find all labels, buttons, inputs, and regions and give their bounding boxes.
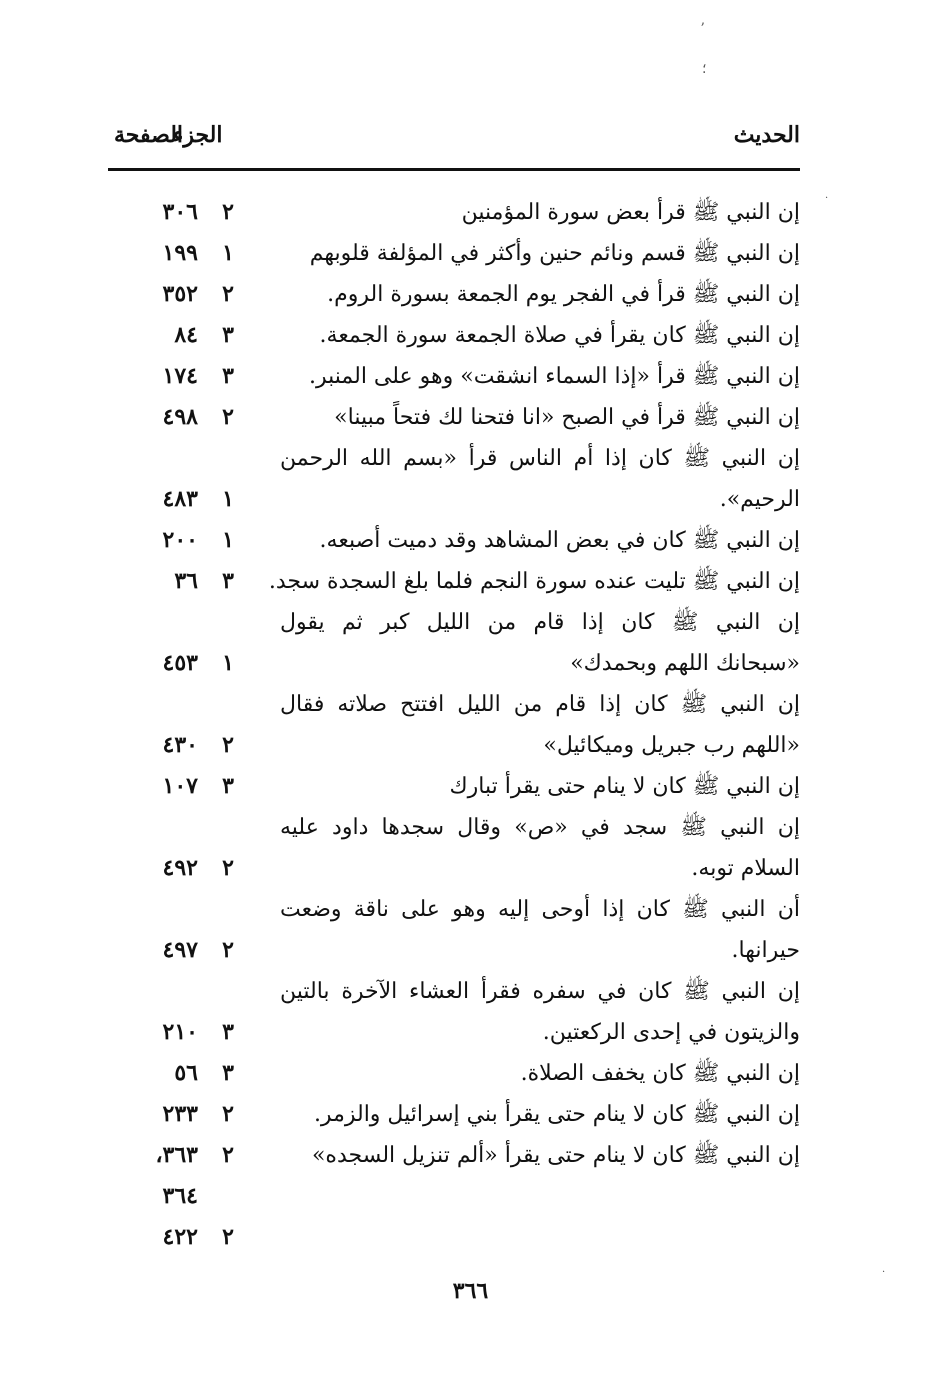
hadith-line: والزيتون في إحدى الركعتين. [542,1020,800,1045]
hadith-line: إن النبي ﷺ كان يقرأ في صلاة الجمعة سورة الجمعة. [319,323,800,348]
index-entry [108,807,800,889]
index-entry [108,397,800,438]
juz-number: ٣ [222,363,234,389]
hadith-line: إن النبي ﷺ كان إذا قام من الليل افتتح صلاته فقال [280,692,800,717]
scan-mark: · [825,193,829,204]
hadith-text [280,192,800,233]
page-ref: ٤٣٠ [162,732,198,758]
page-number [0,1278,947,1304]
hadith-text [280,971,800,1053]
hadith-line: إن النبي ﷺ كان إذا أم الناس قرأ «بسم الله الرحمن [280,446,800,471]
juz-number: ٣ [222,1060,234,1086]
index-entry [108,315,800,356]
hadith-line: إن النبي ﷺ قرأ «إذا السماء انشقت» وهو على المنبر. [308,364,800,389]
page-ref: ٤٥٣ [162,650,198,676]
hadith-line: «اللهم رب جبريل وميكائيل» [543,733,800,758]
page-ref: ٤٨٣ [162,486,198,512]
index-entry [108,1053,800,1094]
juz-number: ٢ [222,937,234,963]
index-entry [108,1094,800,1135]
juz-number: ٣ [222,1019,234,1045]
hadith-line: الرحيم». [719,487,800,512]
page-ref: ٤٢٢ [162,1224,198,1250]
hadith-text [280,397,800,438]
hadith-text [280,766,800,807]
hadith-line: إن النبي ﷺ كان في بعض المشاهد وقد دميت أصبعه. [319,528,800,553]
index-entry-continuation [108,1217,800,1258]
hadith-line: «سبحانك اللهم وبحمدك» [570,651,800,676]
page-ref: ١٩٩ [162,240,198,266]
index-entry [108,684,800,766]
hadith-line: إن النبي ﷺ كان لا ينام حتى يقرأ بني إسرائيل والزمر. [313,1102,800,1127]
hadith-line: إن النبي ﷺ تليت عنده سورة النجم فلما بلغ السجدة سجد. [268,569,800,594]
page-ref: ٢٣٣ [162,1101,198,1127]
scan-mark: ʼ [700,21,705,37]
index-entry [108,233,800,274]
scan-mark: · [882,1267,886,1278]
juz-number: ٣ [222,568,234,594]
page-ref: ٣٦ [174,568,198,594]
juz-number: ٢ [222,1101,234,1127]
hadith-text [280,1217,800,1258]
juz-number: ٣ [222,773,234,799]
index-entry [108,766,800,807]
index-entry [108,602,800,684]
index-entry [108,971,800,1053]
hadith-index-list [108,192,800,1258]
page-ref: ٥٦ [174,1060,198,1086]
scan-mark: ؛ [702,61,707,77]
hadith-line: إن النبي ﷺ قرأ بعض سورة المؤمنين [461,200,800,225]
header-hadith: الحديث [733,122,800,148]
hadith-line: إن النبي ﷺ سجد في «ص» وقال سجدها داود عليه [280,815,800,840]
hadith-text [280,602,800,684]
index-entry [108,520,800,561]
juz-number: ١ [222,486,234,512]
juz-number: ٣ [222,322,234,348]
hadith-text [280,438,800,520]
page-ref: ٢١٠ [162,1019,198,1045]
hadith-text [280,233,800,274]
juz-number: ٢ [222,732,234,758]
index-entry [108,274,800,315]
hadith-line [280,1217,800,1258]
page-ref: ٣٦٣، [155,1142,198,1168]
page-ref: ٣٠٦ [162,199,198,225]
hadith-text [280,356,800,397]
index-entry [108,192,800,233]
hadith-line: حيرانها. [731,938,800,963]
hadith-text [280,684,800,766]
hadith-line: أن النبي ﷺ كان إذا أوحى إليه وهو على ناقة وضعت [280,897,800,922]
juz-number: ١ [222,240,234,266]
index-entry-continuation [108,1176,800,1217]
page-ref: ٣٥٢ [162,281,198,307]
hadith-text [280,1094,800,1135]
hadith-text [280,315,800,356]
hadith-line: إن النبي ﷺ قرأ في الصبح «انا فتحنا لك فتحاً مبينا» [334,405,800,430]
hadith-text [280,1053,800,1094]
hadith-line: السلام توبه. [691,856,800,881]
juz-number: ٢ [222,855,234,881]
juz-number: ٢ [222,1142,234,1168]
juz-number: ٢ [222,404,234,430]
header-rule [108,168,800,171]
hadith-line: إن النبي ﷺ كان لا ينام حتى يقرأ «ألم تنزيل السجده» [311,1143,800,1168]
hadith-line: إن النبي ﷺ كان يخفف الصلاة. [520,1061,800,1086]
page-ref: ٤٩٨ [162,404,198,430]
hadith-line: إن النبي ﷺ قسم ونائم حنين وأكثر في المؤلفة قلوبهم [309,241,800,266]
page-ref: ١٧٤ [162,363,198,389]
hadith-line [280,1176,800,1217]
page-ref: ٨٤ [174,322,198,348]
hadith-line: إن النبي ﷺ كان إذا قام من الليل كبر ثم يقول [280,610,800,635]
index-entry [108,356,800,397]
hadith-line: إن النبي ﷺ كان في سفره فقرأ العشاء الآخرة بالتين [280,979,800,1004]
hadith-line: إن النبي ﷺ كان لا ينام حتى يقرأ تبارك [449,774,800,799]
page-ref: ٤٩٢ [162,855,198,881]
page-ref: ٤٩٧ [162,937,198,963]
index-header [108,118,800,168]
hadith-text [280,520,800,561]
index-entry [108,438,800,520]
page-ref: ١٠٧ [162,773,198,799]
hadith-line: إن النبي ﷺ قرأ في الفجر يوم الجمعة بسورة الروم. [327,282,800,307]
page-ref: ٣٦٤ [162,1183,198,1209]
index-entry [108,1135,800,1176]
header-page: الصفحة [114,122,184,148]
juz-number: ١ [222,527,234,553]
juz-number: ٢ [222,1224,234,1250]
hadith-text [280,1135,800,1176]
hadith-text [280,274,800,315]
index-entry [108,561,800,602]
juz-number: ١ [222,650,234,676]
index-entry [108,889,800,971]
hadith-text [280,807,800,889]
page-number-text: ٣٦٦ [452,1278,489,1304]
page-ref: ٢٠٠ [162,527,198,553]
header-juz: الجزء [173,122,223,148]
hadith-text [280,1176,800,1217]
juz-number: ٢ [222,199,234,225]
hadith-text [268,561,800,602]
juz-number: ٢ [222,281,234,307]
hadith-text [280,889,800,971]
